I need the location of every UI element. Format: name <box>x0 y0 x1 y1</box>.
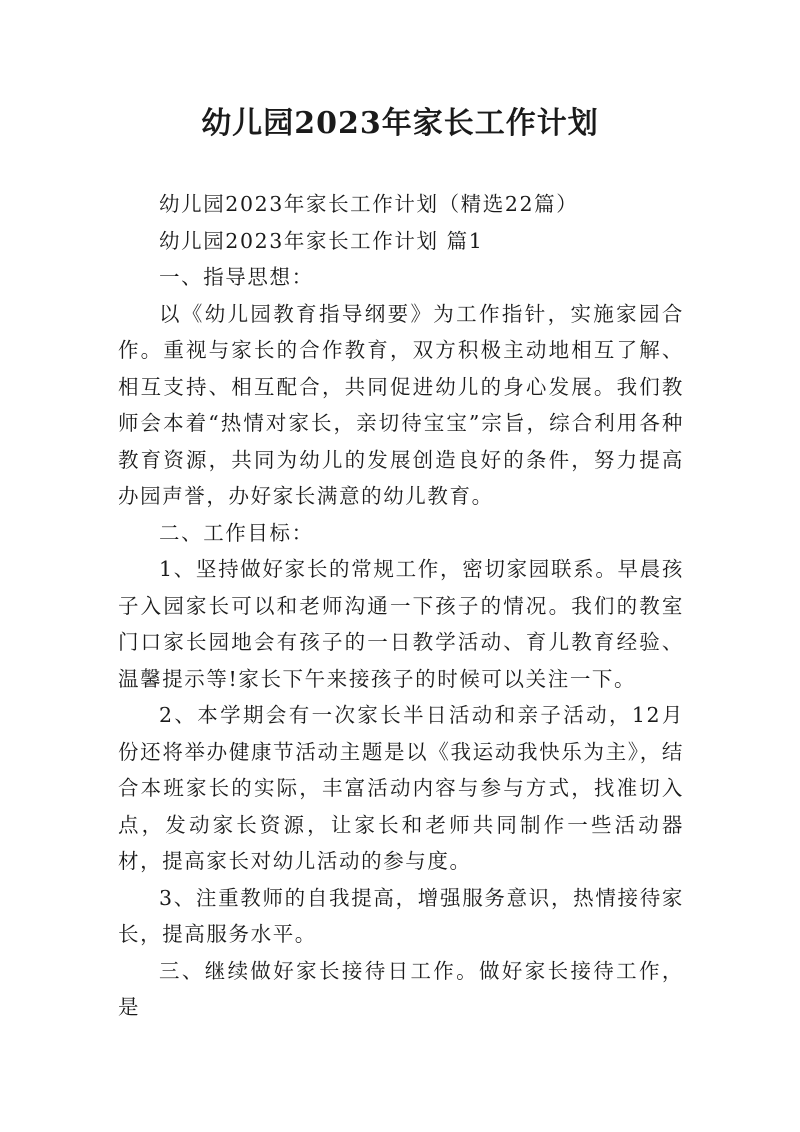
paragraph-guiding-thought: 以《幼儿园教育指导纲要》为工作指针，实施家园合作。重视与家长的合作教育，双方积极主动地相互了解、相互支持、相互配合，共同促进幼儿的身心发展。我们教师会本着“热情对家长，亲切待宝宝”宗旨，综合利用各种教育资源，共同为幼儿的发展创造良好的条件，努力提高办园声誉，办好家长满意的幼儿教育。 <box>118 301 684 508</box>
document-body <box>118 186 684 1026</box>
paragraph-goal-2: 2、本学期会有一次家长半日活动和亲子活动，12月份还将举办健康节活动主题是以《我运动我快乐为主》，结合本班家长的实际，丰富活动内容与参与方式，找准切入点，发动家长资源，让家长和老师共同制作一些活动器材，提高家长对幼儿活动的参与度。 <box>118 703 684 873</box>
paragraph-goal-1: 1、坚持做好家长的常规工作，密切家园联系。早晨孩子入园家长可以和老师沟通一下孩子的情况。我们的教室门口家长园地会有孩子的一日教学活动、育儿教育经验、温馨提示等!家长下午来接孩子的时候可以关注一下。 <box>118 557 684 691</box>
paragraph-heading-work-goals: 二、工作目标： <box>159 520 314 545</box>
paragraph-subtitle: 幼儿园2023年家长工作计划（精选22篇） <box>159 192 579 216</box>
paragraph-section-heading: 幼儿园2023年家长工作计划 篇1 <box>159 228 484 253</box>
paragraph-goal-3: 3、注重教师的自我提高，增强服务意识，热情接待家长，提高服务水平。 <box>118 885 684 946</box>
document-title: 幼儿园2023年家长工作计划 <box>201 106 599 141</box>
paragraph-section-three: 三、继续做好家长接待日工作。做好家长接待工作，是 <box>118 958 684 1019</box>
paragraph-heading-guiding-thought: 一、指导思想： <box>159 265 314 289</box>
